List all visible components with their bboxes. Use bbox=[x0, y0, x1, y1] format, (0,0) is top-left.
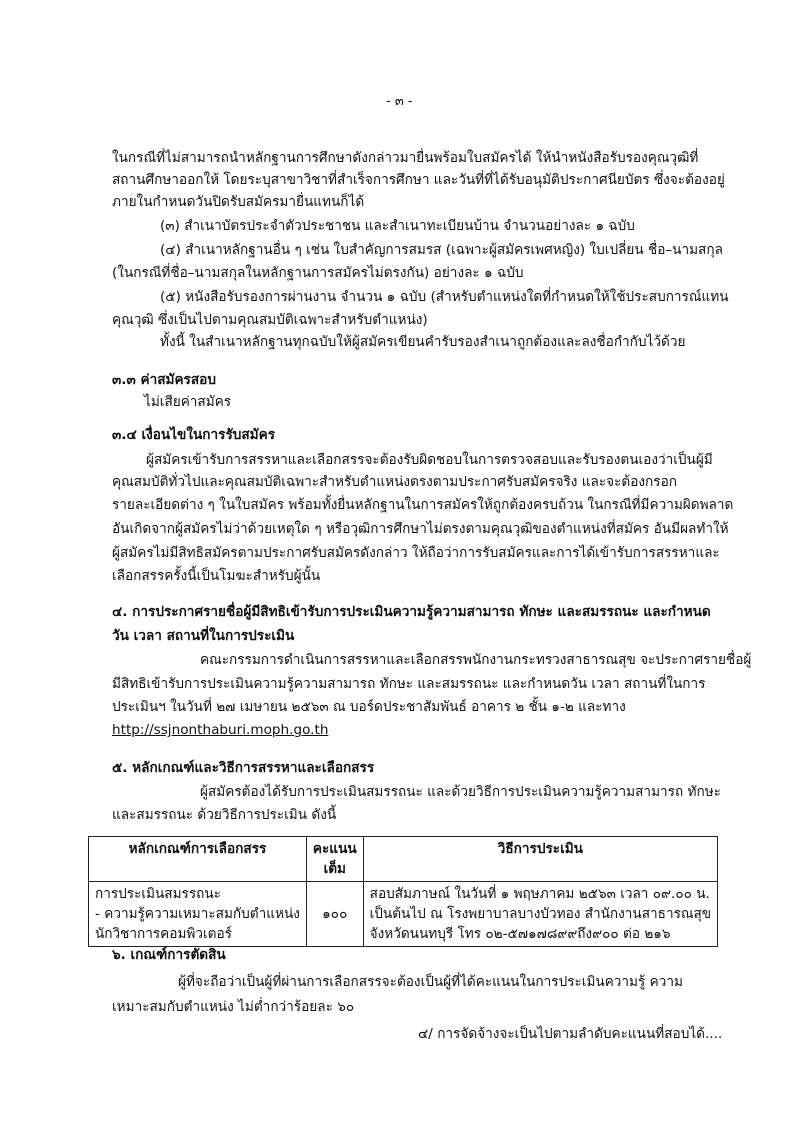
text-line: ไม่เสียค่าสมัคร bbox=[144, 394, 232, 410]
text-line: ภายในกำหนดวันปิดรับสมัครมายื่นแทนก็ได้ bbox=[112, 194, 365, 210]
section-heading-3-3: ๓.๓ ค่าสมัครสอบ bbox=[112, 372, 216, 388]
text-line: คุณสมบัติทั่วไปและคุณสมบัติเฉพาะสำหรับตำแหน่งตรงตามประกาศรับสมัครจริง และจะต้องกรอก bbox=[112, 474, 677, 490]
text-line: คณะกรรมการดำเนินการสรรหาและเลือกสรรพนักงานกระทรวงสาธารณสุข จะประกาศรายชื่อผู้ bbox=[200, 652, 752, 668]
header-method: วิธีการประเมิน bbox=[363, 837, 717, 882]
text-line: (๔) สำเนาหลักฐานอื่น ๆ เช่น ใบสำคัญการสมรส (เฉพาะผู้สมัครเพศหญิง) ใบเปลี่ยน ชื่อ–นามสกุล bbox=[160, 242, 723, 258]
text-line: และสมรรถนะ ด้วยวิธีการประเมิน ดังนี้ bbox=[112, 807, 337, 823]
text-line: สถานศึกษาออกให้ โดยระบุสาขาวิชาที่สำเร็จการศึกษา และวันที่ที่ได้รับอนุมัติประกาศนียบัตร ซึ่งจะต้องอยู่ bbox=[112, 172, 725, 188]
text-line: มีสิทธิเข้ารับการประเมินความรู้ความสามารถ ทักษะ และสมรรถนะ และกำหนดวัน เวลา สถานที่ในการ bbox=[112, 676, 706, 692]
method-line: เป็นต้นไป ณ โรงพยาบาลบางบัวทอง สำนักงานสาธารณสุข bbox=[369, 906, 712, 922]
text-line: ประเมินฯ ในวันที่ ๒๗ เมษายน ๒๕๖๓ ณ บอร์ดประชาสัมพันธ์ อาคาร ๒ ชั้น ๑-๒ และทาง bbox=[112, 699, 626, 715]
criteria-cell bbox=[89, 882, 307, 947]
method-line: สอบสัมภาษณ์ ในวันที่ ๑ พฤษภาคม ๒๕๖๓ เวลา ๐๙.๐๐ น. bbox=[369, 886, 710, 902]
text-line: ผู้สมัครต้องได้รับการประเมินสมรรถนะ และด้วยวิธีการประเมินความรู้ความสามารถ ทักษะ bbox=[200, 784, 721, 800]
text-line: (๕) หนังสือรับรองการผ่านงาน จำนวน ๑ ฉบับ (สำหรับตำแหน่งใดที่กำหนดให้ใช้ประสบการณ์แทน bbox=[160, 289, 729, 305]
text-line: เหมาะสมกับตำแหน่ง ไม่ต่ำกว่าร้อยละ ๖๐ bbox=[112, 999, 355, 1015]
continuation-note: ๔/ การจัดจ้างจะเป็นไปตามลำดับคะแนนที่สอบได้.... bbox=[418, 1026, 723, 1042]
criteria-table bbox=[88, 836, 718, 947]
text-line: (ในกรณีที่ชื่อ–นามสกุลในหลักฐานการสมัครไม่ตรงกัน) อย่างละ ๑ ฉบับ bbox=[112, 265, 524, 281]
text-line: คุณวุฒิ ซึ่งเป็นไปตามคุณสมบัติเฉพาะสำหรับตำแหน่ง) bbox=[112, 312, 428, 328]
website-link[interactable]: http://ssjnonthaburi.moph.go.th bbox=[112, 722, 329, 738]
criteria-line: การประเมินสมรรถนะ bbox=[95, 886, 221, 902]
text-line: ผู้สมัครไม่มีสิทธิสมัครตามประกาศรับสมัครดังกล่าว ให้ถือว่าการรับสมัครและการได้เข้ารับการสรรหาและ bbox=[112, 545, 720, 561]
text-line: ผู้ที่จะถือว่าเป็นผู้ที่ผ่านการเลือกสรรจะต้องเป็นผู้ที่ได้คะแนนในการประเมินความรู้ ความ bbox=[178, 974, 683, 990]
section-heading-3-4: ๓.๔ เงื่อนไขในการรับสมัคร bbox=[112, 427, 276, 443]
method-line: จังหวัดนนทบุรี โทร ๐๒-๕๗๑๗๘๙๙ถึง๙๐๐ ต่อ ๒๑๖ bbox=[369, 926, 671, 942]
text-line: ผู้สมัครเข้ารับการสรรหาและเลือกสรรจะต้องรับผิดชอบในการตรวจสอบและรับรองตนเองว่าเป็นผู้มี bbox=[146, 452, 713, 468]
header-criteria: หลักเกณฑ์การเลือกสรร bbox=[89, 837, 307, 882]
text-line: (๓) สำเนาบัตรประจำตัวประชาชน และสำเนาทะเบียนบ้าน จำนวนอย่างละ ๑ ฉบับ bbox=[160, 218, 635, 234]
text-line: ทั้งนี้ ในสำเนาหลักฐานทุกฉบับให้ผู้สมัครเขียนคำรับรองสำเนาถูกต้องและลงชื่อกำกับไว้ด้วย bbox=[160, 334, 686, 350]
table-header-row bbox=[89, 837, 718, 882]
text-line: รายละเอียดต่าง ๆ ในใบสมัคร พร้อมทั้งยื่นหลักฐานในการสมัครให้ถูกต้องครบถ้วน ในกรณีที่มีความผิดพลาด bbox=[112, 497, 734, 513]
method-cell bbox=[363, 882, 717, 947]
criteria-line: นักวิชาการคอมพิวเตอร์ bbox=[95, 926, 232, 942]
criteria-line: - ความรู้ความเหมาะสมกับตำแหน่ง bbox=[95, 906, 300, 922]
section-heading-6: ๖. เกณฑ์การตัดสิน bbox=[112, 947, 226, 963]
table-row bbox=[89, 882, 718, 947]
section-heading-4: ๔. การประกาศรายชื่อผู้มีสิทธิเข้ารับการประเมินความรู้ความสามารถ ทักษะ และสมรรถนะ และกำหนด bbox=[112, 604, 711, 620]
text-line: เลือกสรรครั้งนี้เป็นโมฆะสำหรับผู้นั้น bbox=[112, 568, 321, 584]
section-heading-4-cont: วัน เวลา สถานที่ในการประเมิน bbox=[112, 628, 295, 644]
section-heading-5: ๕. หลักเกณฑ์และวิธีการสรรหาและเลือกสรร bbox=[112, 760, 375, 776]
text-line: อันเกิดจากผู้สมัครไม่ว่าด้วยเหตุใด ๆ หรือวุฒิการศึกษาไม่ตรงตามคุณวุฒิของตำแหน่งที่สมัคร อันมีผลทำให้ bbox=[112, 521, 729, 537]
page-number: - ๓ - bbox=[386, 94, 413, 109]
text-line: ในกรณีที่ไม่สามารถนำหลักฐานการศึกษาดังกล่าวมายื่นพร้อมใบสมัครได้ ให้นำหนังสือรับรองคุณวุฒิที่ bbox=[112, 150, 699, 166]
score-cell: ๑๐๐ bbox=[306, 882, 363, 947]
header-score: คะแนนเต็ม bbox=[306, 837, 363, 882]
